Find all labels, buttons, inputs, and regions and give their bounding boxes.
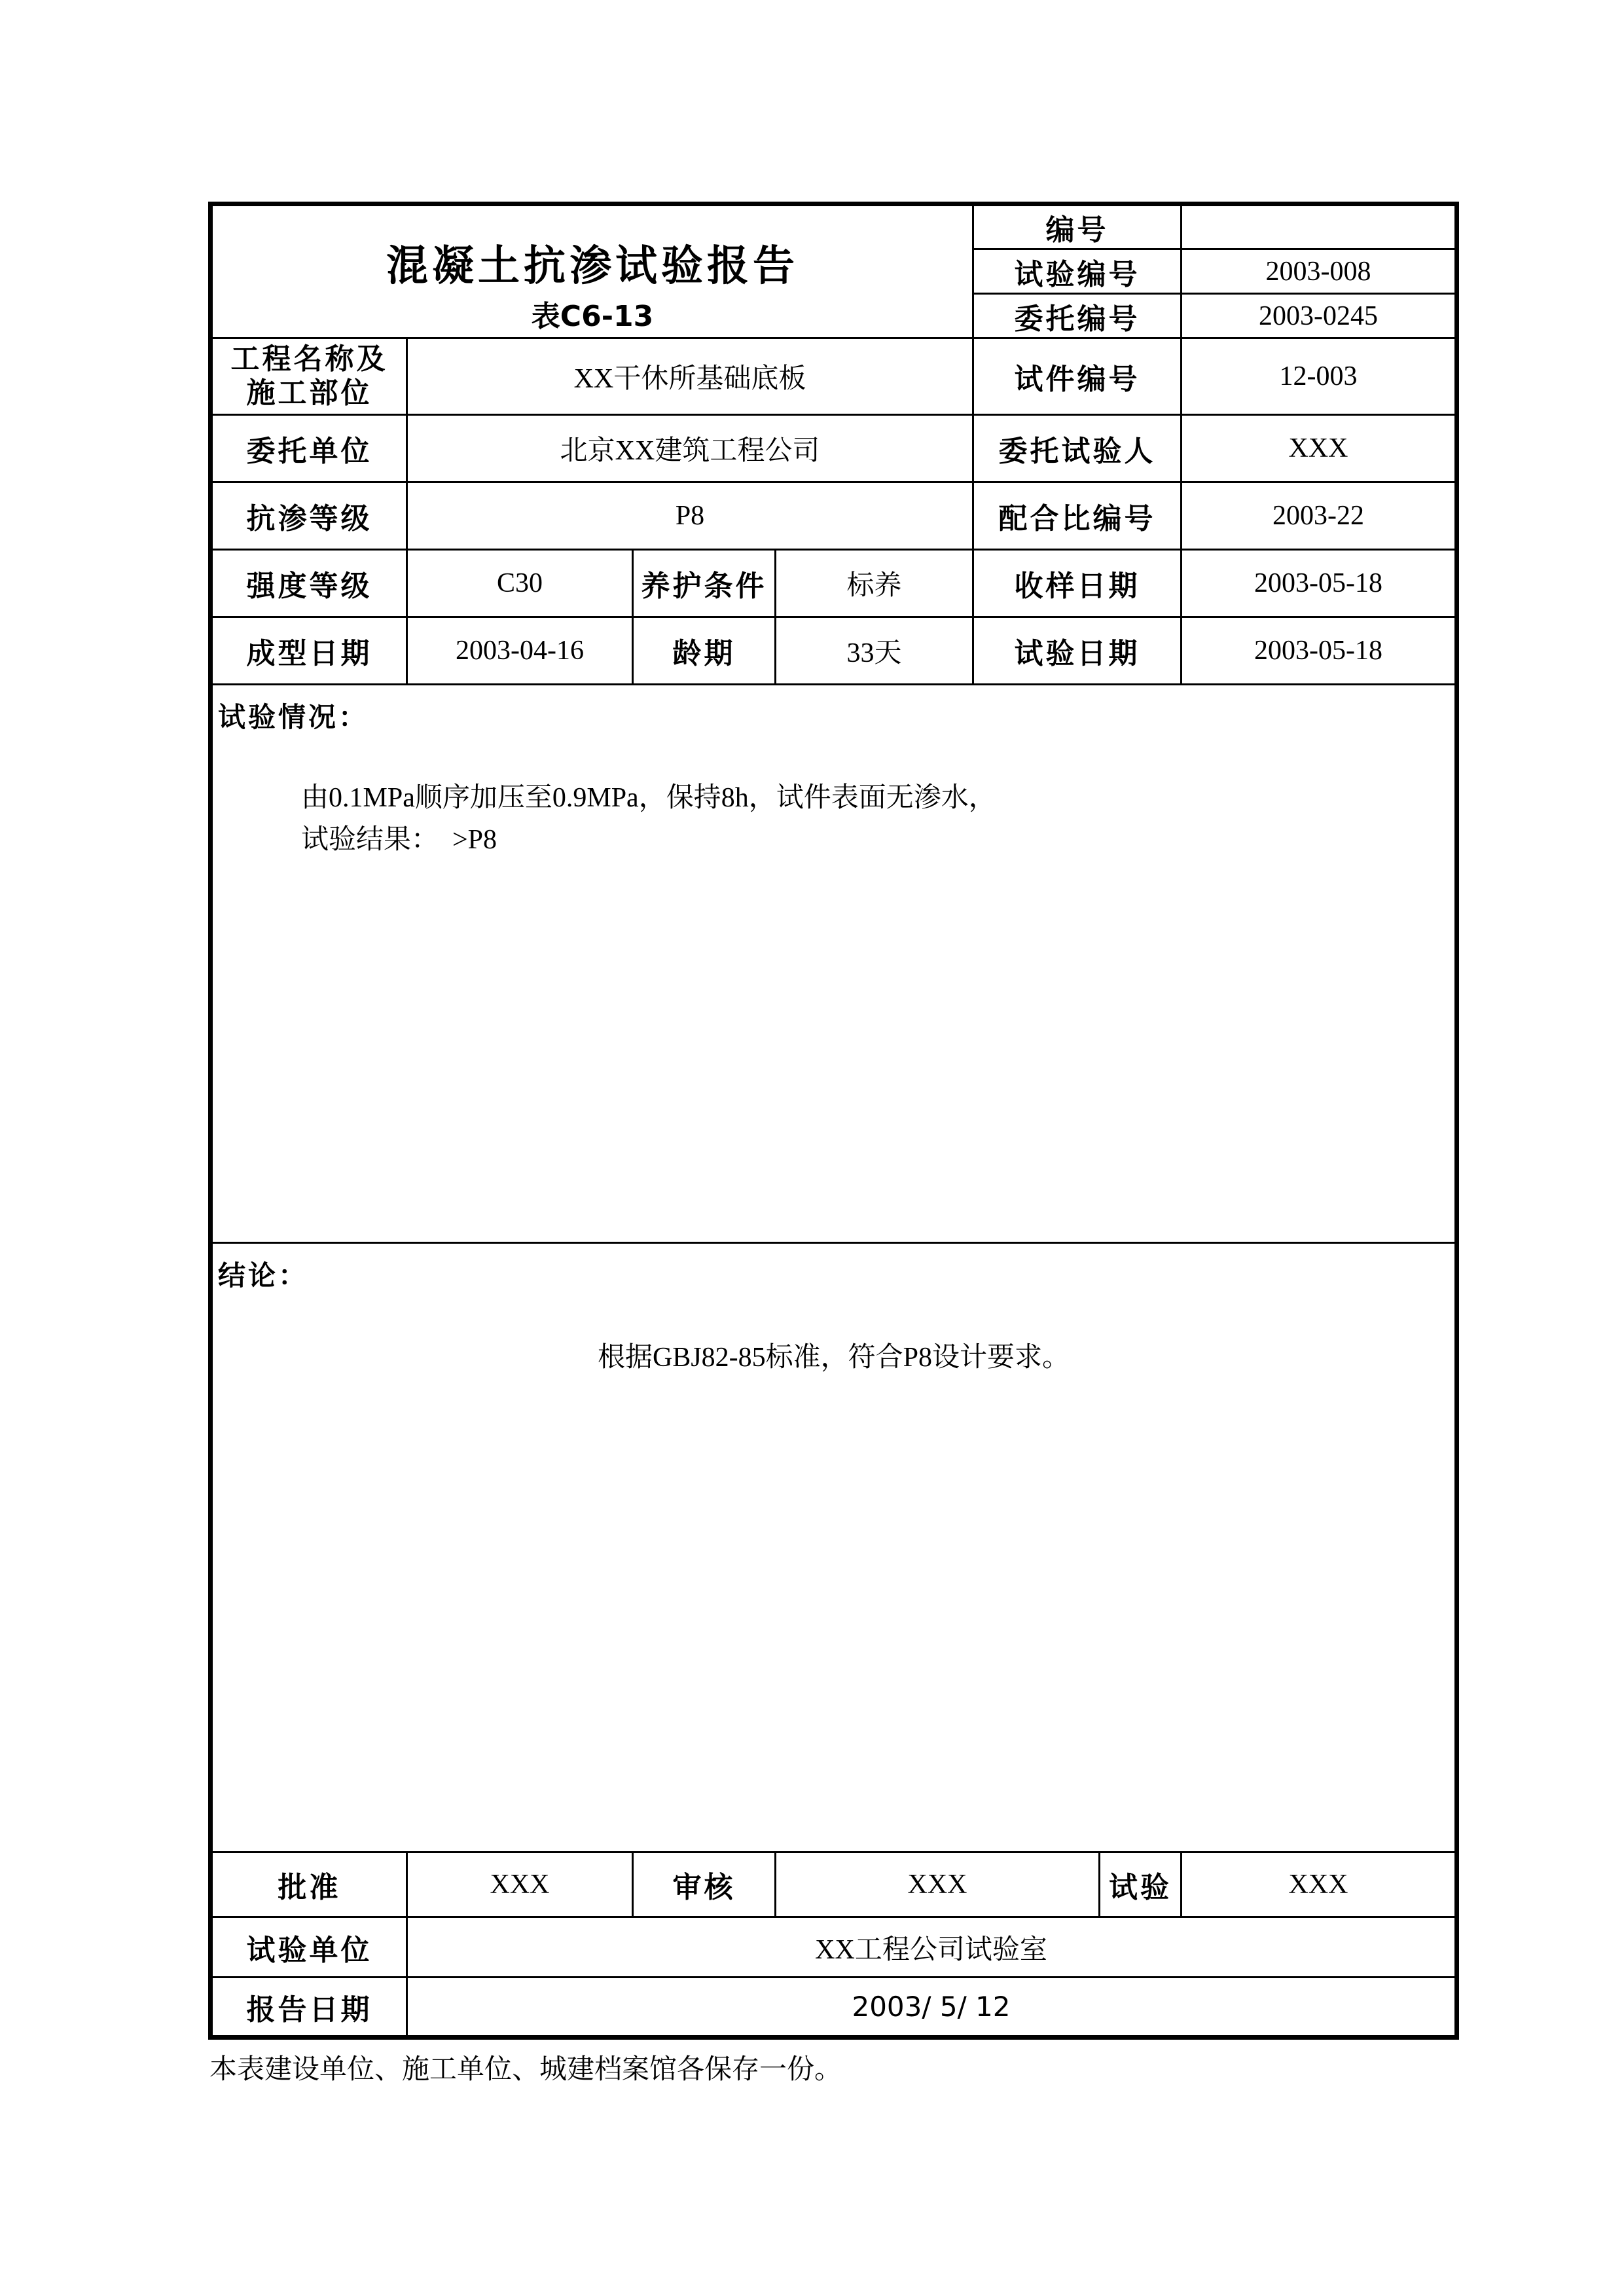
conclusion-section	[211, 1243, 1457, 1852]
lab-label: 试验单位	[211, 1917, 407, 1978]
client-person-value: XXX	[1182, 415, 1457, 482]
mix-no-label: 配合比编号	[973, 482, 1182, 550]
report-date-value: 2003/ 5/ 12	[407, 1978, 1457, 2038]
report-date-label: 报告日期	[211, 1978, 407, 2038]
client-person-label: 委托试验人	[973, 415, 1182, 482]
test-no-label: 试验编号	[973, 249, 1182, 294]
approve-value: XXX	[407, 1852, 633, 1917]
commission-no-label: 委托编号	[973, 294, 1182, 338]
conclusion-heading: 结论：	[218, 1259, 309, 1292]
specimen-no-label: 试件编号	[973, 338, 1182, 415]
impermeability-label: 抗渗等级	[211, 482, 407, 550]
test-label: 试验	[1100, 1852, 1182, 1917]
project-label-line-2: 施工部位	[246, 376, 372, 410]
test-process-text	[301, 777, 996, 861]
curing-label: 养护条件	[633, 550, 776, 617]
test-process-line-2: 试验结果： >P8	[301, 825, 497, 855]
approve-label: 批准	[211, 1852, 407, 1917]
cast-date-label: 成型日期	[211, 617, 407, 685]
title-block	[211, 204, 973, 338]
test-date-value: 2003-05-18	[1182, 617, 1457, 685]
report-table	[208, 202, 1459, 2040]
receive-date-value: 2003-05-18	[1182, 550, 1457, 617]
review-label: 审核	[633, 1852, 776, 1917]
test-process-heading: 试验情况：	[218, 701, 369, 733]
test-no-value: 2003-008	[1182, 249, 1457, 294]
curing-value: 标养	[776, 550, 973, 617]
lab-value: XX工程公司试验室	[407, 1917, 1457, 1978]
test-date-label: 试验日期	[973, 617, 1182, 685]
age-value: 33天	[776, 617, 973, 685]
project-label	[211, 338, 407, 415]
number-label: 编号	[973, 204, 1182, 249]
age-label: 龄期	[633, 617, 776, 685]
footer-note: 本表建设单位、施工单位、城建档案馆各保存一份。	[209, 2055, 842, 2085]
project-value: XX干休所基础底板	[407, 338, 973, 415]
test-process-line-1: 由0.1MPa顺序加压至0.9MPa，保持8h，试件表面无渗水，	[301, 783, 996, 813]
receive-date-label: 收样日期	[973, 550, 1182, 617]
mix-no-value: 2003-22	[1182, 482, 1457, 550]
strength-label: 强度等级	[211, 550, 407, 617]
client-label: 委托单位	[211, 415, 407, 482]
review-value: XXX	[776, 1852, 1100, 1917]
conclusion-text: 根据GBJ82-85标准，符合P8设计要求。	[597, 1343, 1070, 1373]
client-value: 北京XX建筑工程公司	[407, 415, 973, 482]
cast-date-value: 2003-04-16	[407, 617, 633, 685]
commission-no-value: 2003-0245	[1182, 294, 1457, 338]
strength-value: C30	[407, 550, 633, 617]
project-label-line-1: 工程名称及	[230, 342, 388, 376]
number-value	[1182, 204, 1457, 249]
test-value: XXX	[1182, 1852, 1457, 1917]
specimen-no-value: 12-003	[1182, 338, 1457, 415]
report-title: 混凝土抗渗试验报告	[386, 242, 799, 291]
form-code: 表C6-13	[531, 300, 654, 333]
impermeability-value: P8	[407, 482, 973, 550]
test-process-section	[211, 685, 1457, 1243]
